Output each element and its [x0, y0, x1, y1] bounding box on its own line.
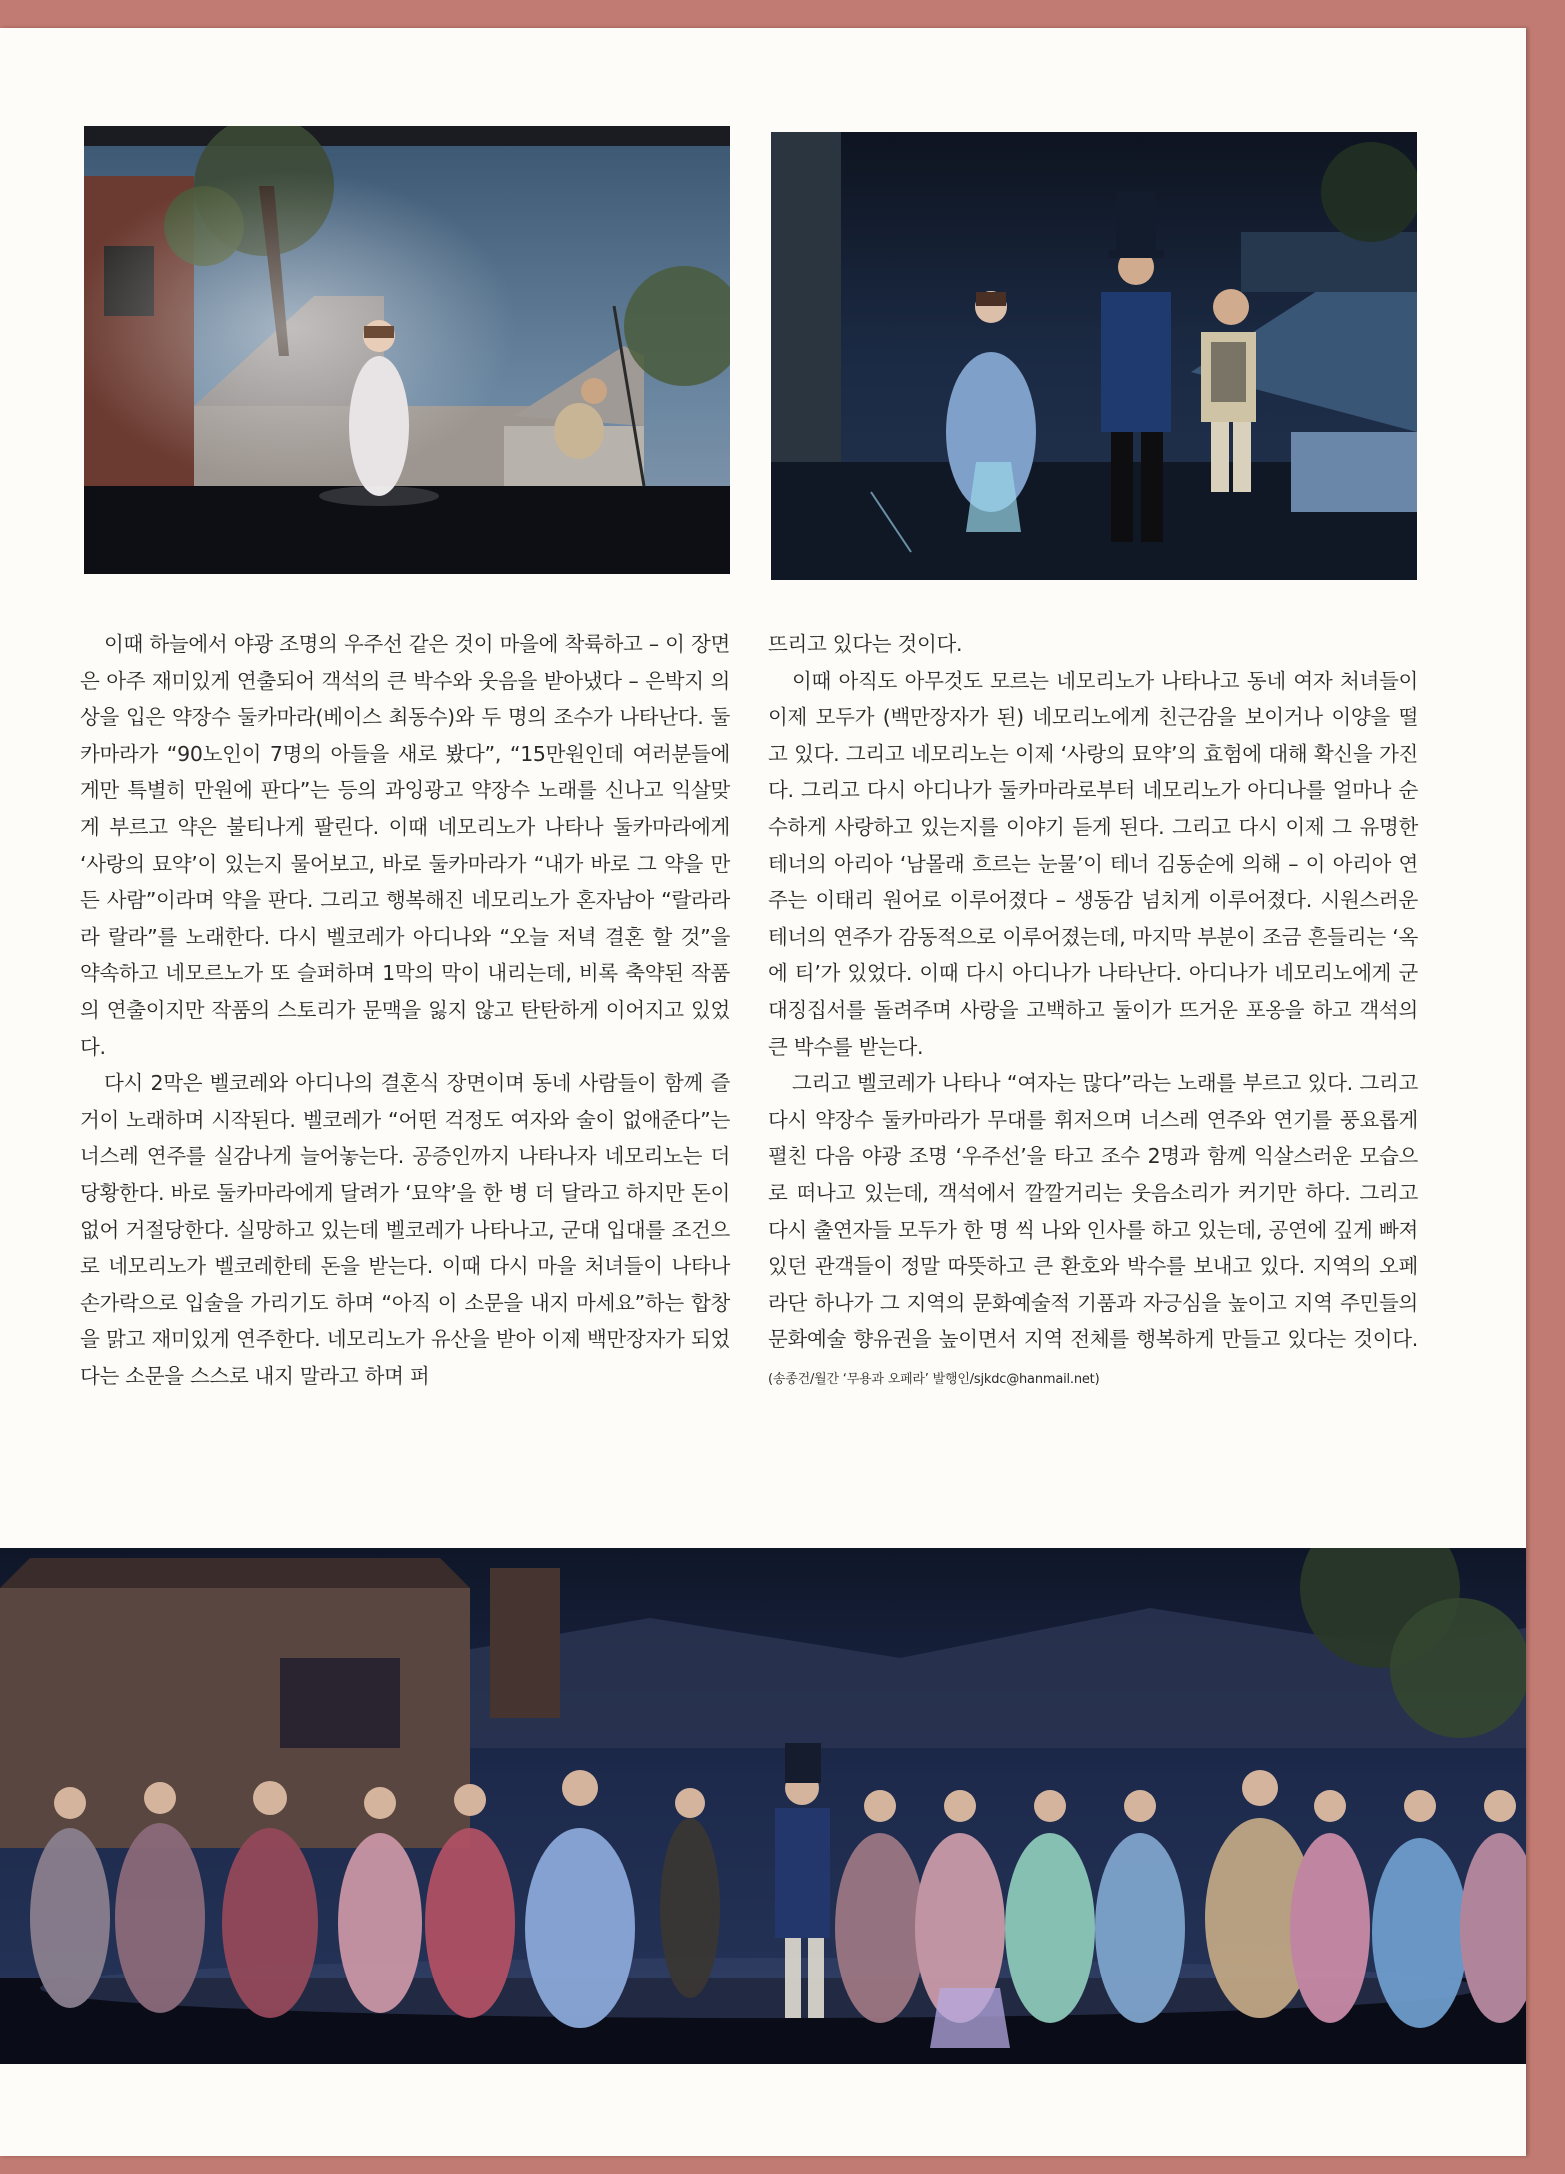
article-paragraph	[768, 1065, 1418, 1398]
article-continuation: 뜨리고 있다는 것이다.	[768, 632, 963, 656]
stage-photo-icon	[84, 126, 730, 574]
article-paragraph-text: 그리고 벨코레가 나타나 “여자는 많다”라는 노래를 부르고 있다. 그리고 다시 약장수 둘카마라가 무대를 휘저으며 너스레 연주와 연기를 풍요롭게 펼친 다음 야광 조명 ‘우주선’을 타고 조수 2명과 함께 익살스러운 모습으로 떠나고 있는데, 객석에서 깔깔거리는 웃음소리가 커기만 하다. 그리고 다시 출연자들 모두가 한 명 씩 나와 인사를 하고 있는데, 공연에 깊게 빠져 있던 관객들이 정말 따뜻하고 큰 환호와 박수를 보내고 있다. 지역의 오페라단 하나가 그 지역의 문화예술적 기품과 자긍심을 높이고 지역 주민들의 문화예술 향유권을 높이면서 지역 전체를 행복하게 만들고 있다는 것이다.	[768, 1071, 1418, 1352]
article-paragraph: 다시 2막은 벨코레와 아디나의 결혼식 장면이며 동네 사람들이 함께 즐거이 노래하며 시작된다. 벨코레가 “어떤 걱정도 여자와 술이 없애준다”는 너스레 연주를 실감나게 늘어놓는다. 공증인까지 나타나자 네모리노는 더 당황한다. 바로 둘카마라에게 달려가 ‘묘약’을 한 병 더 달라고 하지만 돈이 없어 거절당한다. 실망하고 있는데 벨코레가 나타나고, 군대 입대를 조건으로 네모리노가 벨코레한테 돈을 받는다. 이때 다시 마을 처녀들이 나타나 손가락으로 입술을 가리기도 하며 “아직 이 소문을 내지 마세요”하는 합창을 맑고 재미있게 연주한다. 네모리노가 유산을 받아 이제 백만장자가 되었다는 소문을 스스로 내지 말라고 하며 퍼	[80, 1071, 730, 1388]
magazine-page	[0, 28, 1526, 2156]
author-credit: (송종건/월간 ‘무용과 오페라’ 발행인/sjkdc@hanmail.net)	[768, 1371, 1100, 1387]
stage-photo-icon	[0, 1548, 1526, 2064]
stage-photo-full-cast-curtain-call	[0, 1548, 1526, 2064]
stage-photo-icon	[771, 132, 1417, 580]
article-paragraph: 이때 하늘에서 야광 조명의 우주선 같은 것이 마을에 착륙하고 – 이 장면은 아주 재미있게 연출되어 객석의 큰 박수와 웃음을 받아냈다 – 은박지 의상을 입은 약장수 둘카마라(베이스 최동수)와 두 명의 조수가 나타난다. 둘카마라가 “90노인이 7명의 아들을 새로 봤다”, “15만원인데 여러분들에게만 특별히 만원에 판다”는 등의 과잉광고 약장수 노래를 신나고 익살맞게 부르고 약은 불티나게 팔린다. 이때 네모리노가 나타나 둘카마라에게 ‘사랑의 묘약’이 있는지 물어보고, 바로 둘카마라가 “내가 바로 그 약을 만든 사람”이라며 약을 판다. 그리고 행복해진 네모리노가 혼자남아 “랄라라라 랄라”를 노래한다. 다시 벨코레가 아디나와 “오늘 저녁 결혼 할 것”을 약속하고 네모르노가 또 슬퍼하며 1막의 막이 내리는데, 비록 축약된 작품의 연출이지만 작품의 스토리가 문맥을 잃지 않고 탄탄하게 이어지고 있었다.	[80, 632, 730, 1059]
article-column-right	[768, 626, 1418, 1398]
article-column-left	[80, 626, 730, 1394]
stage-photo-village-staircase	[84, 126, 730, 574]
stage-photo-soldier-and-villagers	[771, 132, 1417, 580]
article-paragraph: 이때 아직도 아무것도 모르는 네모리노가 나타나고 동네 여자 처녀들이 이제 모두가 (백만장자가 된) 네모리노에게 친근감을 보이거나 이양을 떨고 있다. 그리고 네모리노는 이제 ‘사랑의 묘약’의 효험에 대해 확신을 가진다. 그리고 다시 아디나가 둘카마라로부터 네모리노가 아디나를 얼마나 순수하게 사랑하고 있는지를 이야기 듣게 된다. 그리고 다시 이제 그 유명한 테너의 아리아 ‘남몰래 흐르는 눈물’이 테너 김동순에 의해 – 이 아리아 연주는 이태리 원어로 이루어졌다 – 생동감 넘치게 이루어졌다. 시원스러운 테너의 연주가 감동적으로 이루어졌는데, 마지막 부분이 조금 흔들리는 ‘옥에 티’가 있었다. 이때 다시 아디나가 나타난다. 아디나가 네모리노에게 군대징집서를 돌려주며 사랑을 고백하고 둘이가 뜨거운 포옹을 하고 객석의 큰 박수를 받는다.	[768, 668, 1418, 1059]
